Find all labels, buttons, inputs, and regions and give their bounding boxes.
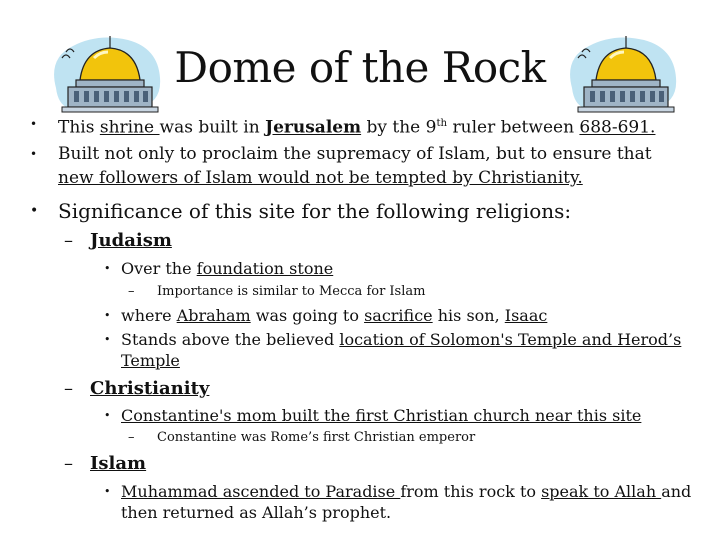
bullet-dot: • bbox=[30, 147, 38, 161]
bullet-text-line1: Built not only to proclaim the supremacy of Islam, but to ensure that bbox=[58, 144, 652, 164]
bullet-text: This shrine was built in Jerusalem by the 9th ruler between 688-691. bbox=[58, 117, 656, 138]
bullet-text: Significance of this site for the following religions: bbox=[58, 199, 572, 223]
bullet-text-line2: new followers of Islam would not be tempted by Christianity. bbox=[58, 168, 583, 188]
bullet-dot: • bbox=[30, 203, 39, 219]
slide-title: Dome of the Rock bbox=[174, 43, 546, 92]
bullet-dot: • bbox=[30, 117, 38, 131]
